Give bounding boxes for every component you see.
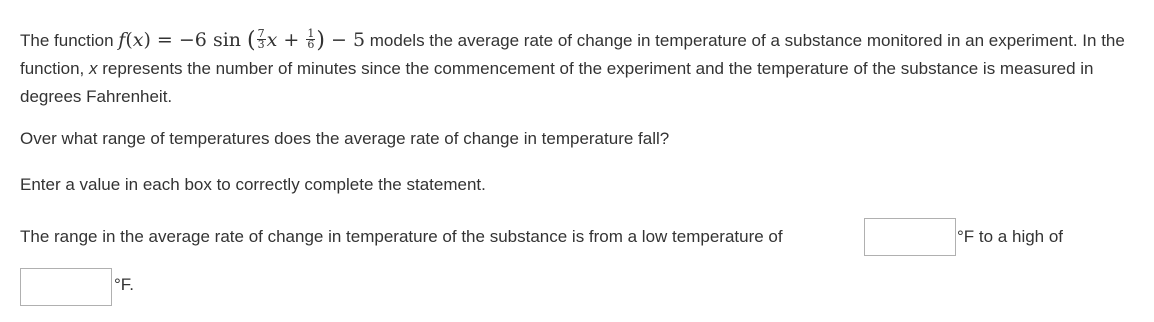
variable-x: x <box>89 59 98 78</box>
function-coefficient: −6 sin <box>178 29 248 51</box>
function-name: f <box>118 29 126 51</box>
function-equals: = <box>150 29 179 51</box>
low-temperature-input[interactable] <box>864 218 956 256</box>
statement-text: The range in the average rate of change in temperature of the substance is from a low temperature of <box>20 227 783 246</box>
function-plus: + <box>277 29 306 51</box>
open-paren: ( <box>247 28 256 53</box>
fraction-one-sixth <box>306 26 315 51</box>
problem-description <box>20 26 1140 111</box>
function-constant: − 5 <box>324 29 366 51</box>
fraction-numerator: 1 <box>307 26 315 40</box>
function-close-paren: ) <box>143 29 151 51</box>
function-inner-variable: x <box>266 29 278 51</box>
function-open-paren: ( <box>125 29 133 51</box>
function-variable: x <box>132 29 144 51</box>
instruction-text: Enter a value in each box to correctly complete the statement. <box>20 175 486 194</box>
fraction-numerator: 7 <box>257 26 265 40</box>
function-expression <box>118 26 366 53</box>
fraction-denominator: 3 <box>257 37 265 51</box>
question-text: Over what range of temperatures does the average rate of change in temperature fall? <box>20 129 670 148</box>
close-paren: ) <box>316 28 325 53</box>
unit-end-label: °F. <box>114 275 135 294</box>
intro-text: The function <box>20 31 119 50</box>
high-temperature-input[interactable] <box>20 268 112 306</box>
unit-to-high-label: °F to a high of <box>957 227 1064 246</box>
problem-container <box>20 26 1140 111</box>
fraction-denominator: 6 <box>307 37 315 51</box>
fraction-seven-thirds <box>257 26 266 51</box>
description-text-2: represents the number of minutes since the commencement of the experiment and the temperature of the substance is measured in degrees Fahrenheit. <box>20 59 1094 106</box>
description-text-1: models the average rate of change in temperature of a substance monitored in an experiment. In the function, <box>20 31 1125 78</box>
